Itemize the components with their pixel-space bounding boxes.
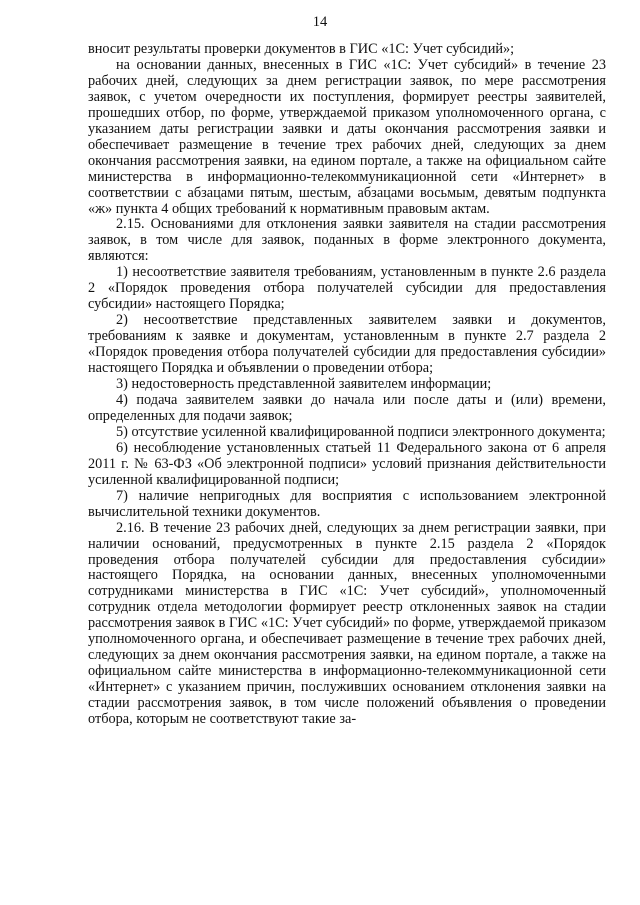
page-number: 14	[312, 14, 328, 30]
list-item-3: 3) недостоверность представленной заявителем информации;	[116, 376, 492, 393]
paragraph-registry-formation: на основании данных, внесенных в ГИС «1С: Учет субсидий» в течение 23 рабочих дней, следующих за днем регистрации заявок, по мере рассмотрения заявок, с учетом очередности их поступления, формирует реестры заявителей, прошедших отбор, по форме, утверждаемой приказом уполномоченного органа, с указанием даты регистрации заявки и даты окончания рассмотрения заявки и обеспечивает размещение в течение трех рабочих дней, следующих за днем окончания рассмотрения заявки, на едином портале, а также на официальном сайте министерства в информационно-телекоммуникационной сети «Интернет» в соответствии с абзацами пятым, шестым, абзацами восьмым, девятым подпункта «ж» пункта 4 общих требований к нормативным правовым актам.	[88, 56, 606, 217]
paragraph-2-15-heading: 2.15. Основаниями для отклонения заявки заявителя на стадии рассмотрения заявок, в том числе для заявок, поданных в форме электронного документа, являются:	[88, 216, 606, 265]
list-item-5: 5) отсутствие усиленной квалифицированной подписи электронного документа;	[116, 423, 606, 440]
list-item-7: 7) наличие непригодных для восприятия с использованием электронной вычислительной техники документов.	[88, 487, 606, 520]
list-item-1: 1) несоответствие заявителя требованиям, установленным в пункте 2.6 раздела 2 «Порядок проведения отбора получателей субсидии для предоставления субсидии» настоящего Порядка;	[88, 264, 606, 313]
list-item-4: 4) подача заявителем заявки до начала или после даты и (или) времени, определенных для подачи заявок;	[88, 391, 606, 424]
list-item-6: 6) несоблюдение установленных статьей 11 Федерального закона от 6 апреля 2011 г. № 63-ФЗ «Об электронной подписи» условий признания действительности усиленной квалифицированной подписи;	[88, 439, 606, 488]
document-body	[88, 42, 606, 728]
paragraph-continuation: вносит результаты проверки документов в ГИС «1С: Учет субсидий»;	[88, 41, 515, 57]
list-item-2: 2) несоответствие представленных заявителем заявки и документов, требованиям к заявке и документам, установленным в пункте 2.7 раздела 2 «Порядок проведения отбора получателей субсидии для предоставления субсидии» настоящего Порядка и объявлении о проведении отбора;	[88, 312, 606, 377]
paragraph-2-16: 2.16. В течение 23 рабочих дней, следующих за днем регистрации заявки, при наличии оснований, предусмотренных в пункте 2.15 раздела 2 «Порядок проведения отбора получателей субсидии для предоставления субсидии» настоящего Порядка, на основании данных, внесенных уполномоченными сотрудниками министерства в ГИС «1С: Учет субсидий», уполномоченный сотрудник отдела методологии формирует реестр отклоненных заявок на стадии рассмотрения заявок в ГИС «1С: Учет субсидий» по форме, утверждаемой приказом уполномоченного органа, и обеспечивает размещение в течение трех рабочих дней, следующих за днем окончания рассмотрения заявки, на едином портале, а также на официальном сайте министерства в информационно-телекоммуникационной сети «Интернет» с указанием причин, послуживших основанием отклонения заявки на стадии рассмотрения заявок, в том числе положений объявления о проведении отбора, которым не соответствуют такие за-	[88, 519, 606, 728]
